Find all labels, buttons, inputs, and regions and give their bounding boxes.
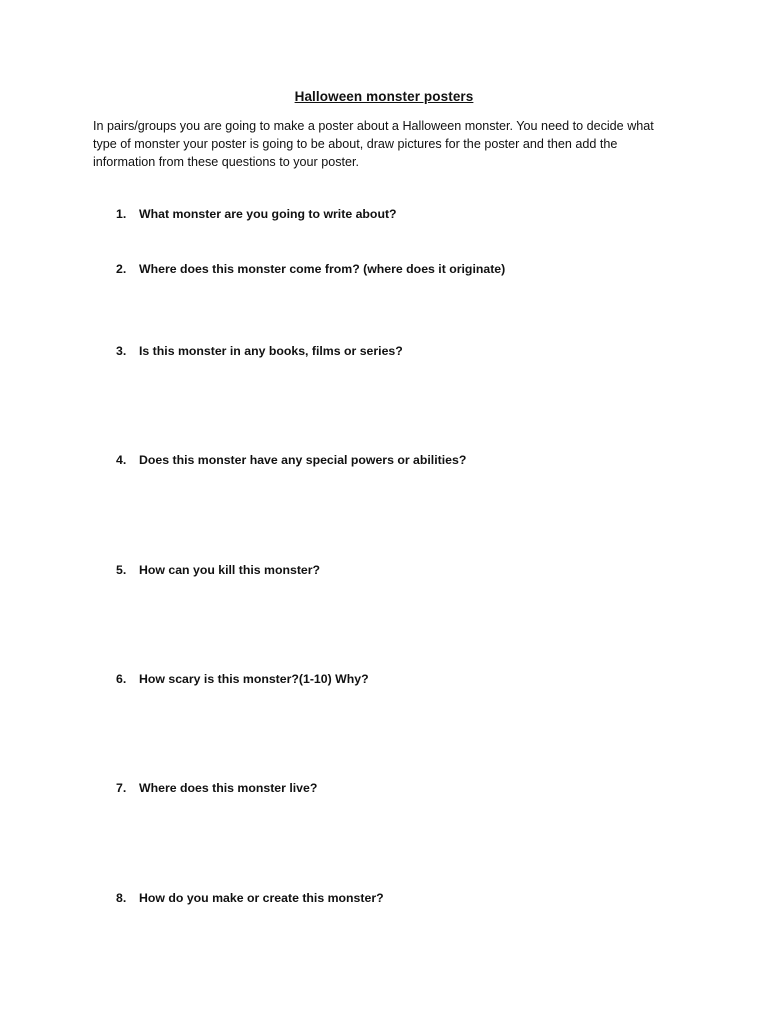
question-text: Does this monster have any special powers or abilities? [139, 453, 467, 467]
question-item [116, 781, 317, 795]
intro-paragraph: In pairs/groups you are going to make a poster about a Halloween monster. You need to decide what type of monster your poster is going to be about, draw pictures for the poster and then add the information from these questions to your poster. [93, 119, 654, 169]
question-item [116, 891, 384, 905]
question-text: Where does this monster live? [139, 781, 318, 795]
question-item [116, 453, 466, 467]
question-number: 3. [116, 344, 127, 358]
question-text: How can you kill this monster? [139, 563, 321, 577]
page-title: Halloween monster posters [294, 89, 474, 104]
question-item [116, 207, 397, 221]
question-item [116, 262, 505, 276]
question-text: What monster are you going to write about? [139, 207, 397, 221]
question-text: How do you make or create this monster? [139, 891, 384, 905]
question-number: 2. [116, 262, 127, 276]
question-number: 8. [116, 891, 127, 905]
question-number: 5. [116, 563, 127, 577]
question-text: Where does this monster come from? (where does it originate) [139, 262, 506, 276]
question-number: 7. [116, 781, 127, 795]
question-number: 1. [116, 207, 127, 221]
question-item [116, 344, 403, 358]
question-number: 4. [116, 453, 127, 467]
question-text: Is this monster in any books, films or series? [139, 344, 403, 358]
question-text: How scary is this monster?(1-10) Why? [139, 672, 369, 686]
question-number: 6. [116, 672, 127, 686]
question-item [116, 563, 320, 577]
question-item [116, 672, 369, 686]
